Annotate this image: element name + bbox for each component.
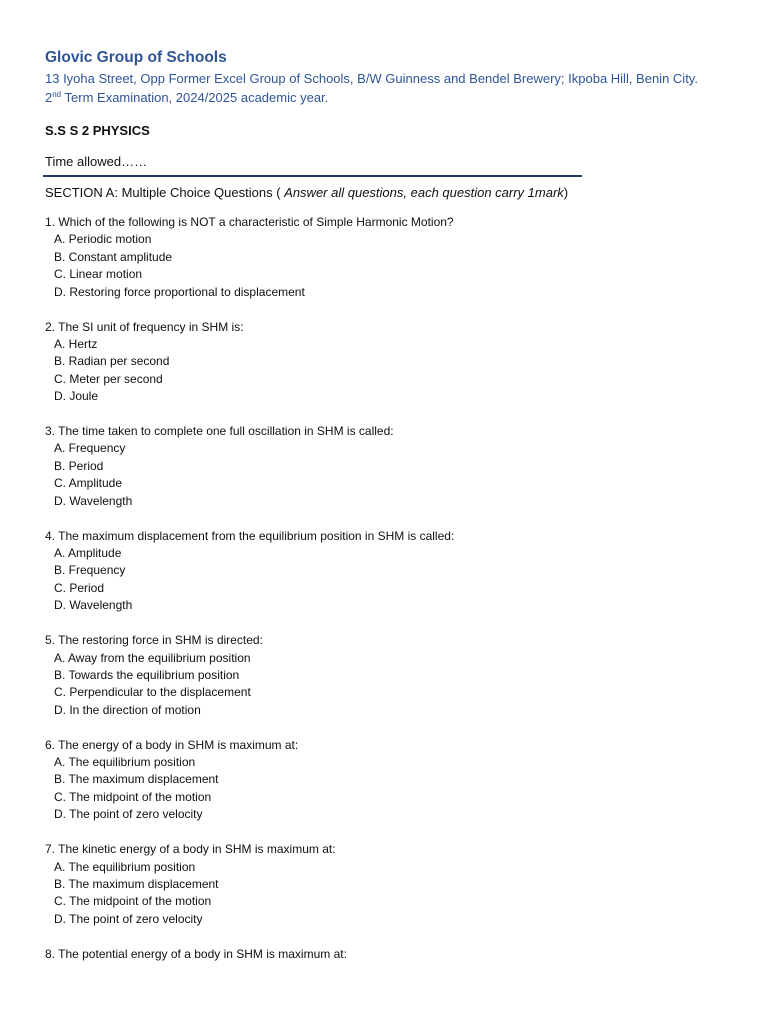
answer-option: B. Constant amplitude (54, 249, 173, 264)
answer-option: D. The point of zero velocity (54, 911, 203, 926)
answer-option: A. The equilibrium position (54, 859, 196, 874)
answer-option: B. Period (54, 458, 104, 473)
term-ordinal-suffix: nd (52, 90, 62, 99)
question-text: 3. The time taken to complete one full oscillation in SHM is called: (45, 424, 394, 439)
question-text: 5. The restoring force in SHM is directed: (45, 633, 263, 648)
answer-option: C. Perpendicular to the displacement (54, 685, 251, 700)
header-divider (43, 175, 582, 177)
question-block (45, 528, 725, 615)
question-block (45, 214, 725, 301)
time-allowed: Time allowed…… (45, 154, 148, 169)
answer-option: A. Hertz (54, 336, 98, 351)
answer-option: B. Radian per second (54, 354, 170, 369)
section-close: ) (563, 185, 569, 200)
answer-option: D. In the direction of motion (54, 702, 201, 717)
school-name: Glovic Group of Schools (45, 49, 227, 66)
question-block (45, 737, 725, 824)
term-line (45, 88, 725, 107)
answer-option: A. Away from the equilibrium position (54, 650, 251, 665)
section-instruction: Answer all questions, each question carry 1mark (284, 185, 564, 200)
answer-option: C. Linear motion (54, 267, 143, 282)
exam-page (45, 48, 725, 981)
term-ordinal-number: 2 (45, 90, 53, 105)
question-block (45, 841, 725, 928)
question-block (45, 319, 725, 406)
question-text: 8. The potential energy of a body in SHM is maximum at: (45, 946, 347, 961)
answer-option: B. Towards the equilibrium position (54, 667, 240, 682)
answer-option: A. Periodic motion (54, 232, 152, 247)
question-text: 6. The energy of a body in SHM is maximum at: (45, 737, 299, 752)
question-block (45, 946, 725, 963)
answer-option: B. The maximum displacement (54, 772, 219, 787)
question-text: 2. The SI unit of frequency in SHM is: (45, 319, 244, 334)
section-heading (45, 184, 725, 202)
question-text: 1. Which of the following is NOT a characteristic of Simple Harmonic Motion? (45, 215, 454, 229)
question-list (45, 214, 725, 963)
answer-option: C. The midpoint of the motion (54, 789, 212, 804)
answer-option: B. Frequency (54, 563, 126, 578)
section-title: SECTION A: Multiple Choice Questions ( (45, 185, 285, 200)
answer-option: D. Wavelength (54, 493, 133, 508)
answer-option: A. The equilibrium position (54, 755, 196, 770)
question-text: 4. The maximum displacement from the equilibrium position in SHM is called: (45, 528, 455, 543)
answer-option: D. Wavelength (54, 598, 133, 613)
answer-option: C. Amplitude (54, 476, 123, 491)
answer-option: D. The point of zero velocity (54, 807, 203, 822)
answer-option: C. The midpoint of the motion (54, 894, 212, 909)
answer-option: A. Amplitude (54, 546, 122, 560)
question-block (45, 632, 725, 719)
school-address: 13 Iyoha Street, Opp Former Excel Group of Schools, B/W Guinness and Bendel Brewery; Ikpoba Hill, Benin City. (45, 71, 698, 86)
answer-option: B. The maximum displacement (54, 877, 219, 891)
answer-option: C. Period (54, 580, 105, 595)
subject-title: S.S S 2 PHYSICS (45, 123, 150, 138)
answer-option: D. Restoring force proportional to displacement (54, 284, 305, 299)
question-text: 7. The kinetic energy of a body in SHM is maximum at: (45, 842, 336, 857)
question-block (45, 423, 725, 510)
answer-option: A. Frequency (54, 441, 126, 456)
answer-option: D. Joule (54, 389, 99, 404)
answer-option: C. Meter per second (54, 371, 163, 386)
term-description: Term Examination, 2024/2025 academic year. (61, 90, 329, 105)
